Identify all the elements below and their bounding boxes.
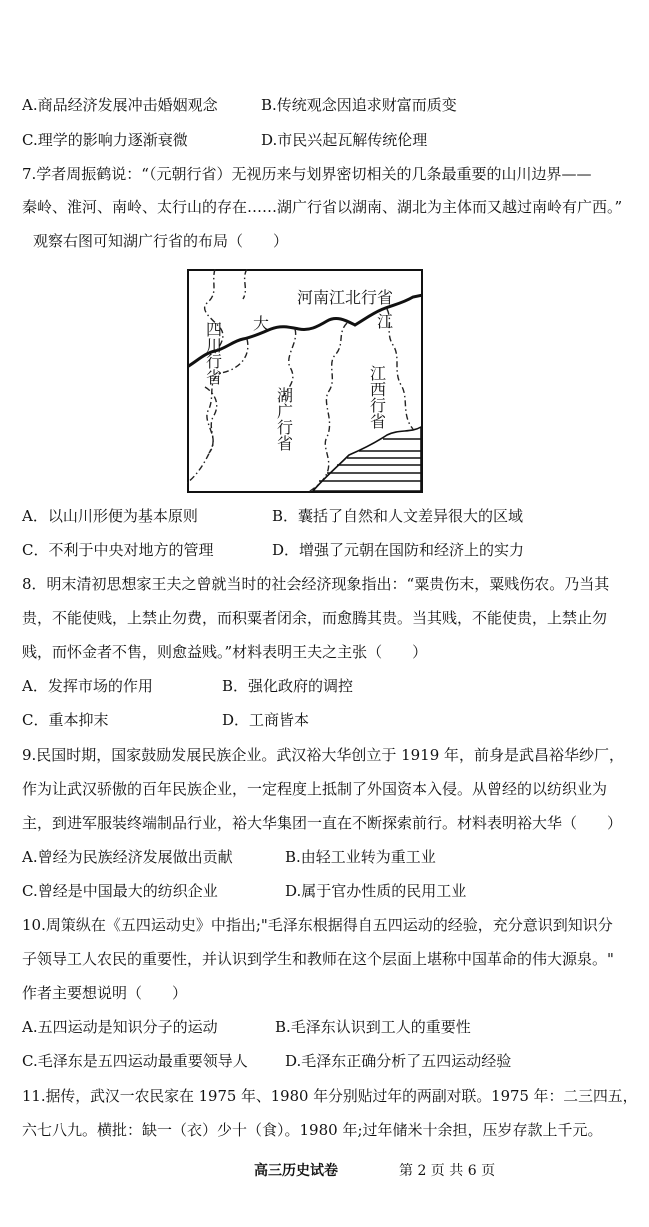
q7-line-3: 观察右图可知湖广行省的布局（ ） bbox=[33, 232, 289, 250]
q10-line-2: 子领导工人农民的重要性，并认识到学生和教师在这个层面上堪称中国革命的伟大源泉。" bbox=[22, 950, 614, 968]
label-sichuan: 四川行省 bbox=[203, 321, 223, 385]
q6-option-d: D.市民兴起瓦解传统伦理 bbox=[261, 131, 428, 149]
q6-option-b: B.传统观念因追求财富而质变 bbox=[261, 96, 457, 114]
q7-line-2: 秦岭、淮河、南岭、太行山的存在……湖广行省以湖南、湖北为主体而又越过南岭有广西。” bbox=[22, 198, 623, 216]
q8-line-1: 8．明末清初思想家王夫之曾就当时的社会经济现象指出：“粟贵伤末，粟贱伤农。乃当其 bbox=[22, 575, 610, 593]
footer-title: 高三历史试卷 bbox=[254, 1163, 338, 1179]
q9-option-b: B.由轻工业转为重工业 bbox=[285, 848, 436, 866]
q7-option-b: B．囊括了自然和人文差异很大的区域 bbox=[272, 507, 524, 525]
label-huguang: 湖广行省 bbox=[274, 387, 294, 451]
q9-option-a: A.曾经为民族经济发展做出贡献 bbox=[22, 848, 233, 866]
q8-option-a: A．发挥市场的作用 bbox=[22, 677, 153, 695]
q10-option-c: C.毛泽东是五四运动最重要领导人 bbox=[22, 1052, 248, 1070]
q7-option-a: A．以山川形便为基本原则 bbox=[22, 507, 198, 525]
label-jiang: 江 bbox=[377, 312, 394, 331]
q10-line-3: 作者主要想说明（ ） bbox=[22, 984, 188, 1002]
q8-line-2: 贵，不能使贱，上禁止勿费，而积粟者闭余，而愈腾其贵。当其贱，不能使贵，上禁止勿 bbox=[22, 609, 608, 627]
q10-option-d: D.毛泽东正确分析了五四运动经验 bbox=[285, 1052, 512, 1070]
q10-option-a: A.五四运动是知识分子的运动 bbox=[22, 1018, 218, 1036]
q8-option-d: D．工商皆本 bbox=[222, 711, 310, 729]
q7-option-d: D．增强了元朝在国防和经济上的实力 bbox=[272, 541, 525, 559]
q11-line-2: 六七八九。横批：缺一（衣）少十（食）。1980 年;过年储米十余担，压岁存款上千元。 bbox=[22, 1121, 603, 1139]
footer-page-number: 第 2 页 共 6 页 bbox=[399, 1163, 496, 1179]
q7-line-1: 7.学者周振鹤说：“（元朝行省）无视历来与划界密切相关的几条最重要的山川边界—— bbox=[22, 165, 592, 183]
q9-line-3: 主，到进军服装终端制品行业，裕大华集团一直在不断探索前行。材料表明裕大华（ ） bbox=[22, 814, 623, 832]
q8-option-c: C．重本抑末 bbox=[22, 711, 109, 729]
q11-line-1: 11.据传，武汉一农民家在 1975 年、1980 年分别贴过年的两副对联。1975 年：二三四五， bbox=[22, 1087, 638, 1105]
q9-line-2: 作为让武汉骄傲的百年民族企业，一定程度上抵制了外国资本入侵。从曾经的以纺织业为 bbox=[22, 780, 608, 798]
q9-line-1: 9.民国时期，国家鼓励发展民族企业。武汉裕大华创立于 1919 年，前身是武昌裕华纱厂， bbox=[22, 746, 625, 764]
yuan-provinces-map bbox=[187, 269, 423, 493]
q9-option-d: D.属于官办性质的民用工业 bbox=[285, 882, 467, 900]
q8-line-3: 贱，而怀金者不售，则愈益贱。”材料表明王夫之主张（ ） bbox=[22, 643, 428, 661]
q9-option-c: C.曾经是中国最大的纺织企业 bbox=[22, 882, 218, 900]
label-henan: 河南江北行省 bbox=[297, 288, 394, 307]
q10-option-b: B.毛泽东认识到工人的重要性 bbox=[275, 1018, 471, 1036]
q6-option-c: C.理学的影响力逐渐衰微 bbox=[22, 131, 188, 149]
q10-line-1: 10.周策纵在《五四运动史》中指出;"毛泽东根据得自五四运动的经验，充分意识到知识分 bbox=[22, 916, 613, 934]
label-jiangxi: 江西行省 bbox=[367, 365, 387, 429]
q7-option-c: C．不利于中央对地方的管理 bbox=[22, 541, 214, 559]
q6-option-a: A.商品经济发展冲击婚姻观念 bbox=[22, 96, 218, 114]
label-da: 大 bbox=[253, 314, 270, 333]
q8-option-b: B．强化政府的调控 bbox=[222, 677, 354, 695]
